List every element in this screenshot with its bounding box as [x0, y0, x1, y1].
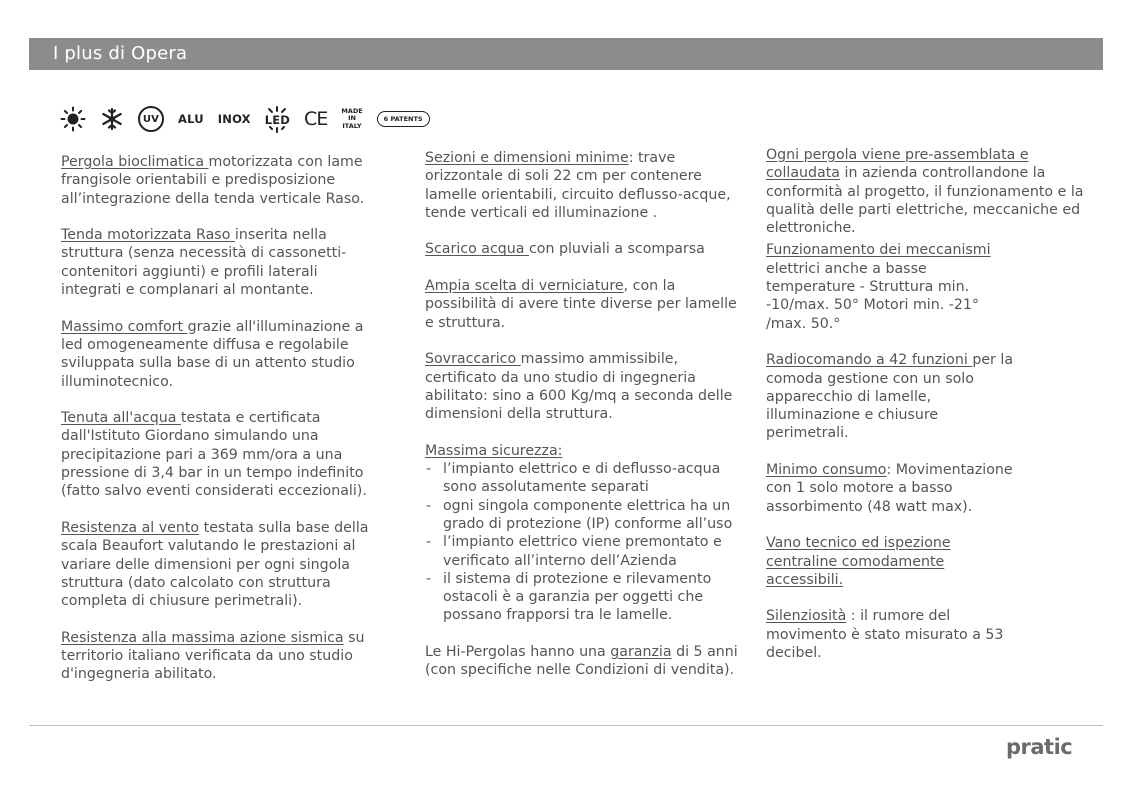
footer-divider [29, 725, 1103, 726]
feature-paragraph: Sovraccarico massimo ammissibile, certificato da uno studio di ingegneria abilitato: sino a 600 Kg/mq a seconda delle dimensioni della struttura. [425, 351, 733, 423]
list-item: - l’impianto elettrico e di deflusso-acqua sono assolutamente separati [425, 460, 745, 497]
feature-paragraph: Ampia scelta di verniciature, con la possibilità di avere tinte diverse per lamelle e struttura. [425, 278, 737, 331]
feature-paragraph: Resistenza alla massima azione sismica su territorio italiano verificata da uno studio d'ingegneria abilitato. [61, 629, 365, 683]
feature-paragraph: Vano tecnico ed ispezione centraline comodamente accessibili. [766, 535, 951, 588]
inox-icon: INOX [217, 112, 251, 126]
column-right [766, 146, 1096, 681]
feature-paragraph: Tenda motorizzata Raso inserita nella struttura (senza necessità di cassonetti-contenitori aggiunti) e profili laterali integrati e complanari al montante. [61, 227, 347, 299]
feature-paragraph: Minimo consumo: Movimentazione con 1 solo motore a basso assorbimento (48 watt max). [766, 462, 1013, 515]
safety-list [425, 460, 745, 625]
column-middle [425, 149, 745, 698]
feature-paragraph: Silenziosità : il rumore del movimento è stato misurato a 53 decibel. [766, 608, 1004, 662]
feature-paragraph: Funzionamento dei meccanismi elettrici anche a basse temperature - Struttura min. -10/max. 50° Motori min. -21° /max. 50.° [766, 242, 991, 332]
uv-icon: UV [138, 106, 164, 132]
feature-paragraph: Scarico acqua con pluviali a scomparsa [425, 241, 705, 258]
feature-paragraph: Resistenza al vento testata sulla base della scala Beaufort valutando le prestazioni al variare delle dimensioni per ogni singola struttura (dato calcolato con struttura completa di chiusure perimetrali). [61, 519, 369, 610]
sun-icon [60, 106, 86, 132]
feature-paragraph: Sezioni e dimensioni minime: trave orizzontale di soli 22 cm per contenere lamelle orientabili, circuito deflusso-acque, tende verticali ed illuminazione . [425, 150, 731, 221]
warranty-paragraph: Le Hi-Pergolas hanno una garanzia di 5 anni (con specifiche nelle Condizioni di vendita). [425, 644, 738, 679]
feature-paragraph: Tenuta all'acqua testata e certificata dall'Istituto Giordano simulando una precipitazione pari a 369 mm/ora a una pressione di 3,4 bar in un tempo indefinito (fatto salvo eventi considerati eccezionali). [61, 410, 367, 500]
alu-icon: ALU [178, 112, 204, 126]
safety-title: Massima sicurezza: [425, 442, 563, 459]
ce-mark-icon: CE [304, 108, 328, 130]
patents-icon: 6 PATENTS [377, 111, 430, 127]
made-in-italy-icon: MADE IN ITALY [341, 106, 363, 130]
safety-section [425, 442, 745, 625]
feature-paragraph: Massimo comfort grazie all'illuminazione a led omogeneamente diffusa e regolabile sviluppata sulla base di un attento studio illuminotecnico. [61, 318, 364, 390]
list-item: - il sistema di protezione e rilevamento ostacoli è a garanzia per oggetti che possano frapporsi tra le lamelle. [425, 570, 745, 625]
column-left [61, 153, 381, 702]
page-title: I plus di Opera [53, 43, 188, 64]
feature-icons-row [60, 103, 444, 135]
list-item: - l’impianto elettrico viene premontato e verificato all’interno dell’Azienda [425, 533, 745, 570]
feature-paragraph: Pergola bioclimatica motorizzata con lame frangisole orientabili e predisposizione all’integrazione della tenda verticale Raso. [61, 154, 365, 207]
pratic-logo: pratic [1006, 735, 1073, 759]
list-item: - ogni singola componente elettrica ha un grado di protezione (IP) conforme all’uso [425, 497, 745, 534]
feature-paragraph: Radiocomando a 42 funzioni per la comoda gestione con un solo apparecchio di lamelle, illuminazione e chiusure perimetrali. [766, 352, 1014, 442]
snowflake-icon [100, 107, 124, 131]
feature-paragraph: Ogni pergola viene pre-assemblata e collaudata in azienda controllandone la conformità al progetto, il funzionamento e la qualità delle parti elettriche, meccaniche ed elettroniche. [766, 147, 1084, 237]
led-icon: LED [265, 106, 290, 133]
header-bar [29, 38, 1103, 70]
